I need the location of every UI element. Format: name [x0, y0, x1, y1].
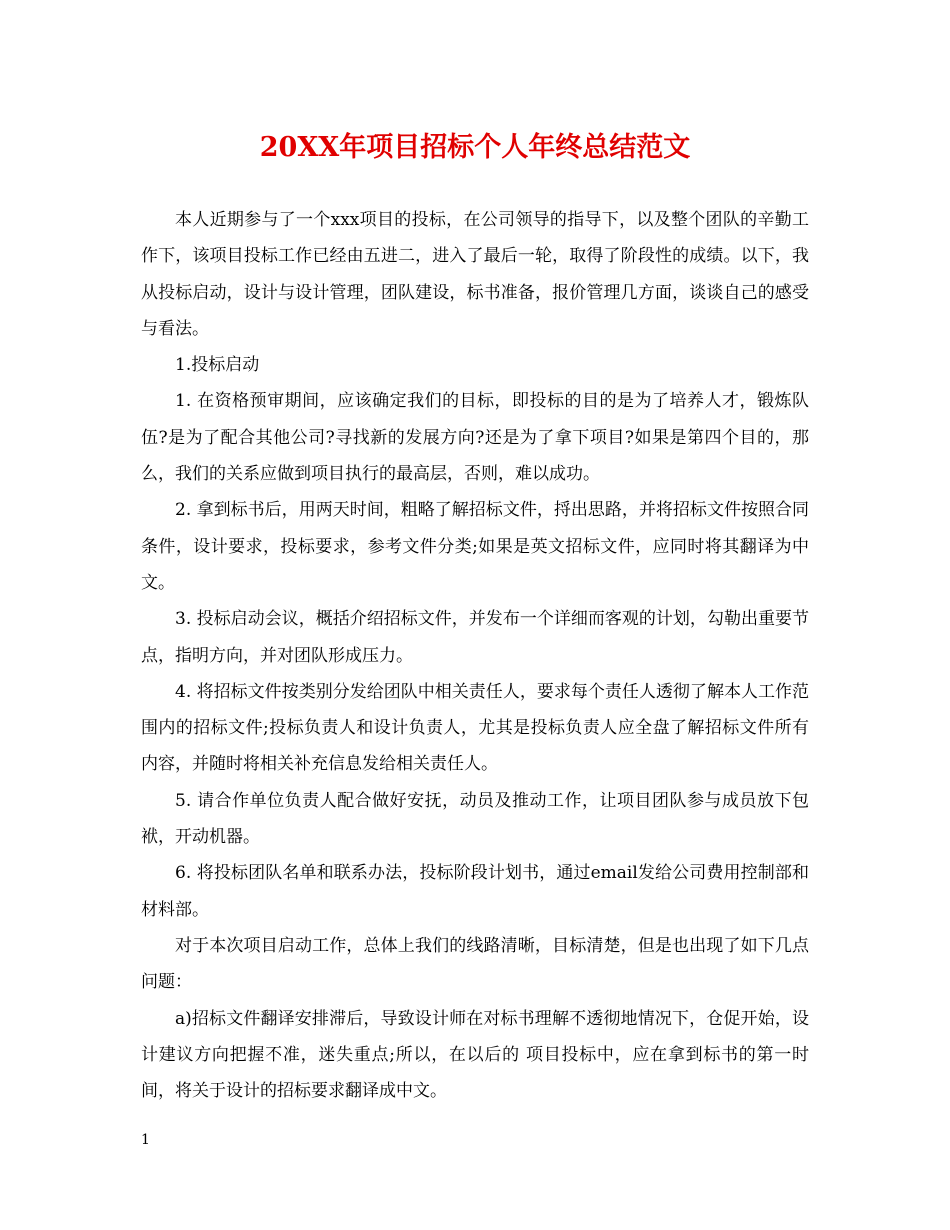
paragraph-item-4: 4. 将招标文件按类别分发给团队中相关责任人，要求每个责任人透彻了解本人工作范围内的招标文件;投标负责人和设计负责人，尤其是投标负责人应全盘了解招标文件所有内容，并随时将相关补充信息发给相关责任人。 — [141, 681, 809, 775]
paragraph-item-2: 2. 拿到标书后，用两天时间，粗略了解招标文件，捋出思路，并将招标文件按照合同条件，设计要求，投标要求，参考文件分类;如果是英文招标文件，应同时将其翻译为中文。 — [141, 500, 809, 593]
paragraph-item-5: 5. 请合作单位负责人配合做好安抚，动员及推动工作，让项目团队参与成员放下包袱，开动机器。 — [141, 790, 809, 848]
section-heading-bid-start: 1.投标启动 — [175, 355, 260, 376]
paragraph-summary: 对于本次项目启动工作，总体上我们的线路清晰，目标清楚，但是也出现了如下几点问题： — [141, 935, 809, 993]
paragraph-issue-a: a)招标文件翻译安排滞后，导致设计师在对标书理解不透彻地情况下，仓促开始，设计建议方向把握不准，迷失重点;所以，在以后的 项目投标中，应在拿到标书的第一时间，将关于设计的招标要求翻译成中文。 — [141, 1008, 809, 1102]
document-body — [141, 202, 809, 1109]
paragraph-item-6: 6. 将投标团队名单和联系办法，投标阶段计划书，通过email发给公司费用控制部和材料部。 — [141, 863, 809, 920]
page-number: 1 — [141, 1132, 150, 1148]
paragraph-intro: 本人近期参与了一个xxx项目的投标，在公司领导的指导下，以及整个团队的辛勤工作下，该项目投标工作已经由五进二，进入了最后一轮，取得了阶段性的成绩。以下，我从投标启动，设计与设计管理，团队建设，标书准备，报价管理几方面，谈谈自己的感受与看法。 — [141, 210, 809, 339]
paragraph-item-3: 3. 投标启动会议，概括介绍招标文件，并发布一个详细而客观的计划，勾勒出重要节点，指明方向，并对团队形成压力。 — [141, 609, 809, 666]
document-title: 20XX年项目招标个人年终总结范文 — [259, 132, 691, 163]
paragraph-item-1: 1. 在资格预审期间，应该确定我们的目标，即投标的目的是为了培养人才，锻炼队伍?是为了配合其他公司?寻找新的发展方向?还是为了拿下项目?如果是第四个目的，那么，我们的关系应做到项目执行的最高层，否则，难以成功。 — [141, 391, 809, 485]
